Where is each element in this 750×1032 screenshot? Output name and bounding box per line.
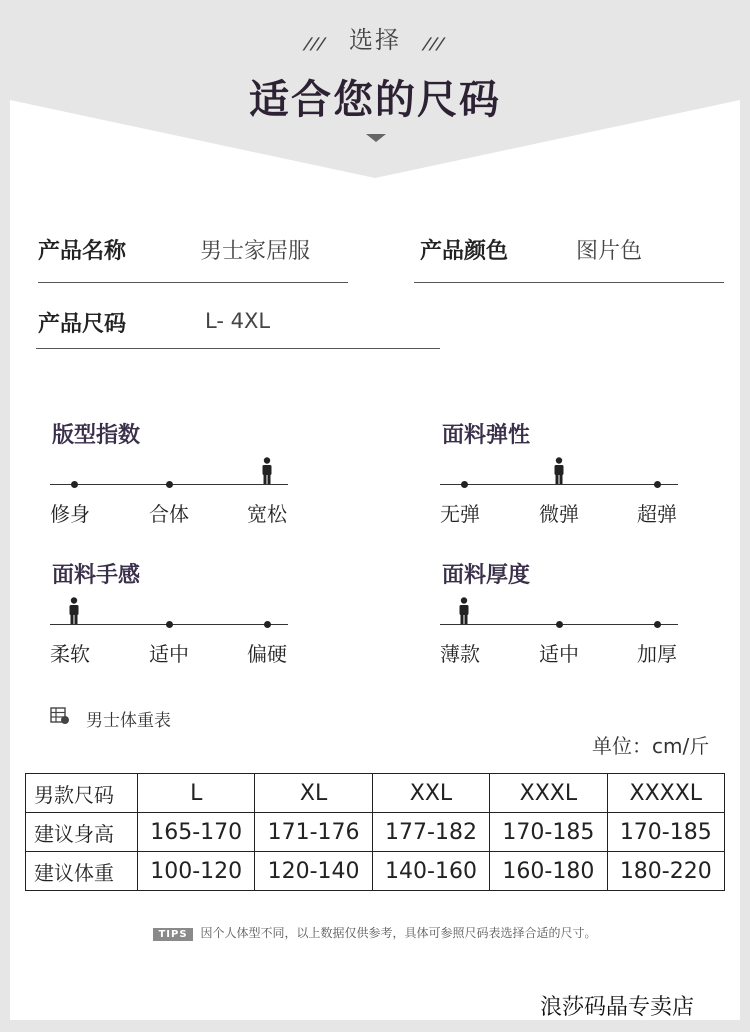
table-cell: 165-170 <box>138 813 255 852</box>
table-cell: 171-176 <box>255 813 372 852</box>
scale-tick-label: 适中 <box>149 642 189 666</box>
product-name-label: 产品名称 <box>38 239 127 264</box>
scale-title: 面料弹性 <box>442 423 531 448</box>
product-color-label: 产品颜色 <box>420 239 509 264</box>
divider <box>36 348 440 349</box>
table-row <box>26 813 725 852</box>
person-marker-icon <box>553 457 565 485</box>
scale-dot <box>71 481 78 488</box>
page-title: 适合您的尺码 <box>249 77 501 123</box>
tips <box>0 924 750 941</box>
scale-dot <box>264 621 271 628</box>
size-table <box>25 773 725 891</box>
table-cell: 160-180 <box>490 852 607 891</box>
scale-dot <box>166 621 173 628</box>
table-cell: XXXL <box>490 774 607 813</box>
scale-dot <box>654 621 661 628</box>
header-select <box>0 20 750 55</box>
scale-dot <box>654 481 661 488</box>
scale-dot <box>556 621 563 628</box>
scale-tick-label: 超弹 <box>637 502 677 526</box>
product-size-label: 产品尺码 <box>38 312 127 337</box>
divider <box>38 282 348 283</box>
table-cell: 180-220 <box>607 852 724 891</box>
dash-decoration-left: /// <box>301 34 330 53</box>
scale-tick-label: 薄款 <box>440 642 480 666</box>
table-cell: 100-120 <box>138 852 255 891</box>
scale-title: 面料手感 <box>52 563 141 588</box>
scale-tick-label: 合体 <box>149 502 189 526</box>
person-marker-icon <box>261 457 273 485</box>
person-marker-icon <box>458 597 470 625</box>
product-color-value: 图片色 <box>576 239 643 264</box>
person-marker-icon <box>68 597 80 625</box>
size-chart-label: 男士体重表 <box>86 711 171 731</box>
scale-tick-label: 适中 <box>539 642 579 666</box>
tips-badge: TIPS <box>153 928 192 941</box>
product-size-value: L- 4XL <box>205 309 271 333</box>
select-text: 选择 <box>349 26 401 54</box>
scale-dot <box>461 481 468 488</box>
scale-tick-label: 偏硬 <box>247 642 287 666</box>
table-row <box>26 774 725 813</box>
dash-decoration-right: /// <box>420 34 449 53</box>
table-icon <box>50 707 70 725</box>
shop-name: 浪莎码晶专卖店 <box>540 995 695 1020</box>
scale-tick-label: 加厚 <box>637 642 677 666</box>
table-cell: XL <box>255 774 372 813</box>
unit-label: 单位：cm/斤 <box>592 734 710 758</box>
scale-tick-label: 微弹 <box>539 502 579 526</box>
row-header-cell: 男款尺码 <box>26 774 138 813</box>
scale-title: 版型指数 <box>52 423 141 448</box>
scale-title: 面料厚度 <box>442 563 531 588</box>
triangle-down-icon <box>366 134 386 142</box>
table-cell: 177-182 <box>372 813 489 852</box>
table-cell: XXXXL <box>607 774 724 813</box>
row-header-cell: 建议身高 <box>26 813 138 852</box>
table-cell: 170-185 <box>607 813 724 852</box>
scale-dot <box>166 481 173 488</box>
table-cell: XXL <box>372 774 489 813</box>
table-cell: 120-140 <box>255 852 372 891</box>
table-row <box>26 852 725 891</box>
row-header-cell: 建议体重 <box>26 852 138 891</box>
table-cell: L <box>138 774 255 813</box>
product-name-value: 男士家居服 <box>200 239 311 264</box>
divider <box>414 282 724 283</box>
scale-tick-label: 宽松 <box>247 502 287 526</box>
scale-tick-label: 柔软 <box>50 642 90 666</box>
scale-tick-label: 修身 <box>50 502 90 526</box>
tips-text: 因个人体型不同，以上数据仅供参考，具体可参照尺码表选择合适的尺寸。 <box>200 926 597 940</box>
scale-tick-label: 无弹 <box>440 502 480 526</box>
table-cell: 170-185 <box>490 813 607 852</box>
table-cell: 140-160 <box>372 852 489 891</box>
